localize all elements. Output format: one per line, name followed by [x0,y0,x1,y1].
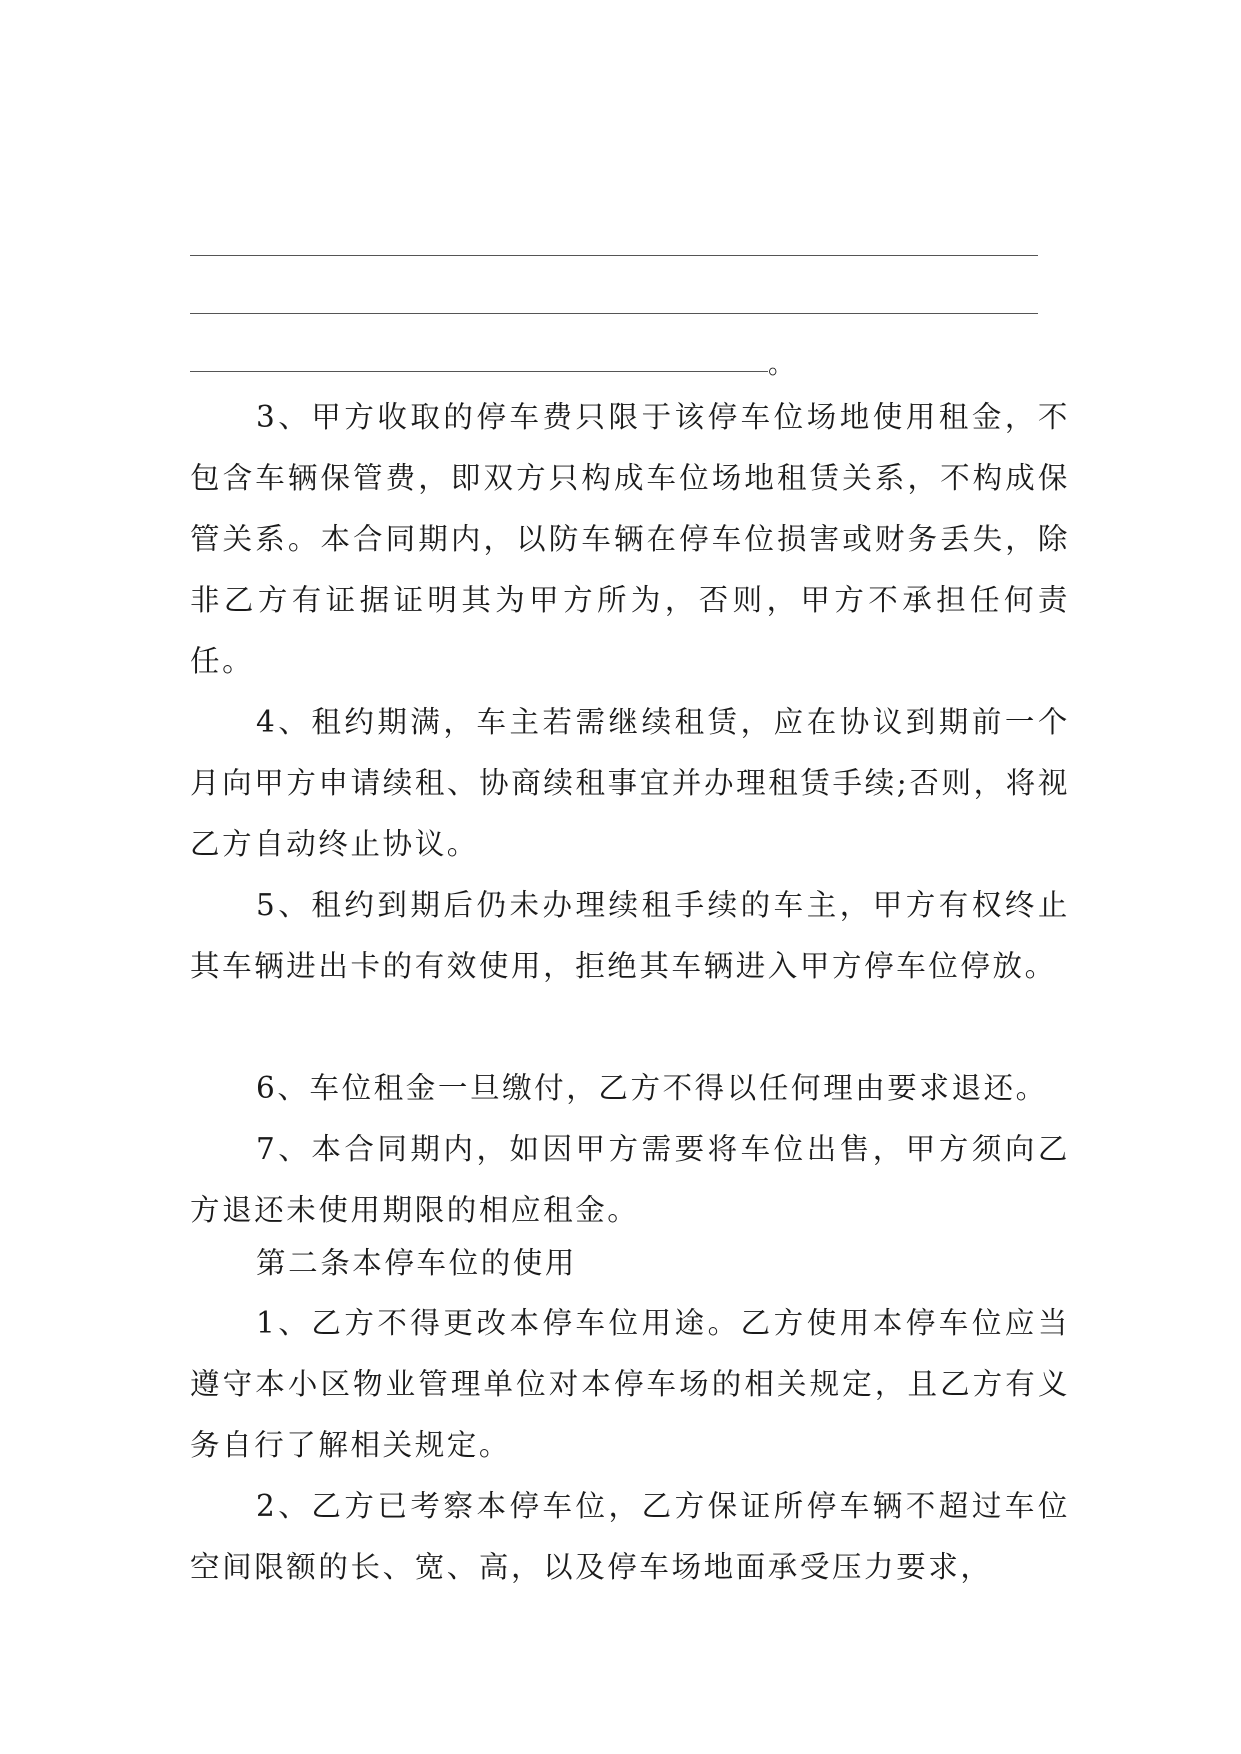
clause-5-paragraph: 5、租约到期后仍未办理续租手续的车主，甲方有权终止其车辆进出卡的有效使用，拒绝其车辆进入甲方停车位停放。 [190,888,1070,983]
usage-clause-2-paragraph: 2、乙方已考察本停车位，乙方保证所停车辆不超过车位空间限额的长、宽、高，以及停车场地面承受压力要求， [190,1489,1070,1584]
usage-clause-1-paragraph: 1、乙方不得更改本停车位用途。乙方使用本停车位应当遵守本小区物业管理单位对本停车场的相关规定，且乙方有义务自行了解相关规定。 [190,1306,1070,1462]
clause-7-paragraph: 7、本合同期内，如因甲方需要将车位出售，甲方须向乙方退还未使用期限的相应租金。 [190,1132,1070,1227]
article-2-heading: 第二条本停车位的使用 [256,1246,578,1280]
fill-in-line-period: 。 [768,350,795,380]
clause-6-paragraph: 6、车位租金一旦缴付，乙方不得以任何理由要求退还。 [256,1071,1048,1105]
clause-3-paragraph: 3、甲方收取的停车费只限于该停车位场地使用租金，不包含车辆保管费，即双方只构成车位场地租赁关系，不构成保管关系。本合同期内，以防车辆在停车位损害或财务丢失，除非乙方有证据证明其为甲方所为，否则，甲方不承担任何责任。 [190,400,1070,678]
fill-in-line [190,371,768,372]
fill-in-line [190,313,1038,314]
clause-4-paragraph: 4、租约期满，车主若需继续租赁，应在协议到期前一个月向甲方申请续租、协商续租事宜并办理租赁手续;否则，将视乙方自动终止协议。 [190,705,1070,861]
fill-in-line [190,255,1038,256]
